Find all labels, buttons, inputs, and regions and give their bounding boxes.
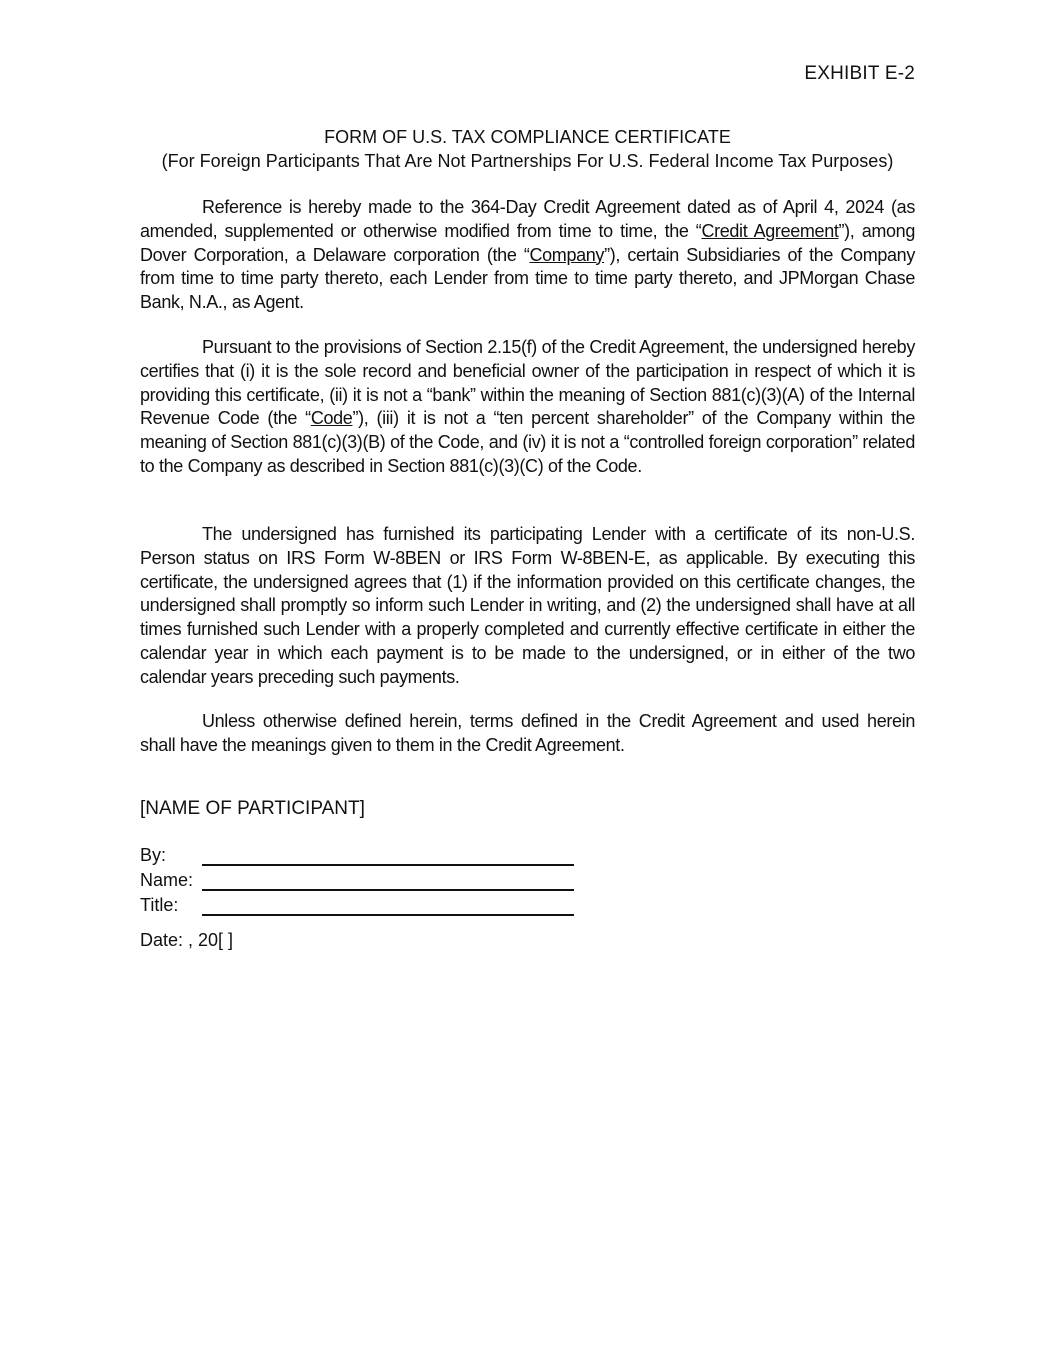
signature-row-title <box>140 893 580 918</box>
signature-row-by <box>140 843 580 868</box>
by-label: By: <box>140 845 167 865</box>
by-signature-line[interactable] <box>202 864 574 866</box>
exhibit-label: EXHIBIT E-2 <box>804 63 915 84</box>
document-title-block <box>140 125 915 173</box>
paragraph-reference <box>140 196 915 315</box>
name-label: Name: <box>140 870 194 890</box>
paragraph-certification <box>140 336 915 479</box>
title-signature-line[interactable] <box>202 914 574 916</box>
paragraph-furnished-certificate <box>140 523 915 690</box>
defined-term-company: Company <box>529 244 605 265</box>
paragraph-text: ”), (iii) it is not a “ten percent shareholder” of the Company within the meaning of Section 881(c)(3)(B) of the Code, and (iv) it is not a “controlled foreign corporation” related to the Company as described in Section 881(c)(3)(C) of the Code. <box>140 408 915 476</box>
paragraph-definitions <box>140 710 915 758</box>
paragraph-text: Unless otherwise defined herein, terms defined in the Credit Agreement and used herein shall have the meanings given to them in the Credit Agreement. <box>140 711 915 755</box>
participant-name-placeholder: [NAME OF PARTICIPANT] <box>140 798 365 819</box>
paragraph-text: ”), certain Subsidiaries of the Company from time to time party thereto, each Lender from time to time party thereto, and JPMorgan Chase Bank, N.A., as Agent. <box>140 244 915 313</box>
defined-term-credit-agreement: Credit Agreement <box>701 220 839 241</box>
date-line: Date: , 20[ ] <box>140 930 234 950</box>
paragraph-text: The undersigned has furnished its participating Lender with a certificate of its non-U.S. Person status on IRS Form W-8BEN or IRS Form W-8BEN-E, as applicable. By executing this certificate, the undersigned agrees that (1) if the information provided on this certificate changes, the undersigned shall promptly so inform such Lender in writing, and (2) the undersigned shall have at all times furnished such Lender with a properly completed and currently effective certificate in either the calendar year in which each payment is to be made to the undersigned, or in either of the two calendar years preceding such payments. <box>140 524 915 687</box>
document-title: FORM OF U.S. TAX COMPLIANCE CERTIFICATE <box>324 127 731 147</box>
document-subtitle: (For Foreign Participants That Are Not Partnerships For U.S. Federal Income Tax Purposes) <box>161 151 894 171</box>
paragraph-text: Reference is hereby made to the 364-Day Credit Agreement dated as of April 4, 2024 (as amended, supplemented or otherwise modified from time to time, the “ <box>140 197 915 241</box>
name-signature-line[interactable] <box>202 889 574 891</box>
paragraph-text: Pursuant to the provisions of Section 2.15(f) of the Credit Agreement, the undersigned hereby certifies that (i) it is the sole record and beneficial owner of the participation in respect of which it is providing this certificate, (ii) it is not a “bank” within the meaning of Section 881(c)(3)(A) of the Internal Revenue Code (the “ <box>140 337 915 429</box>
signature-row-name <box>140 868 580 893</box>
signature-block <box>140 843 580 918</box>
paragraph-text: ”), among Dover Corporation, a Delaware corporation (the “ <box>140 220 915 265</box>
defined-term-code: Code <box>310 408 353 429</box>
title-label: Title: <box>140 895 179 915</box>
